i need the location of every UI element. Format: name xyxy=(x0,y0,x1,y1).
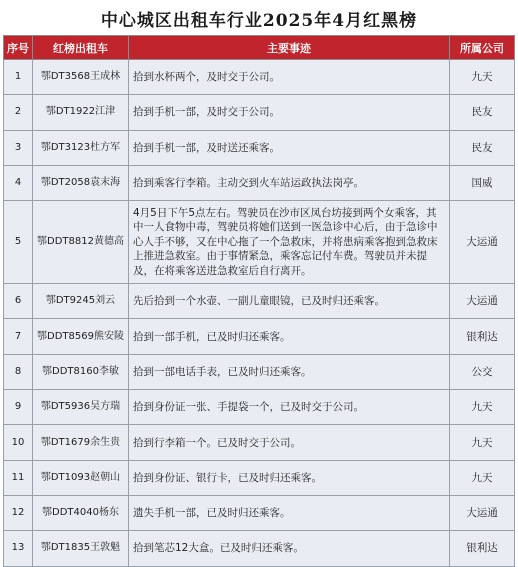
row-no: 11 xyxy=(4,460,33,495)
row-driver: 鄂DDT4040杨东 xyxy=(33,495,129,530)
row-event: 拾到手机一部，及时送还乘客。 xyxy=(129,130,450,165)
red-list-table xyxy=(3,35,515,567)
table-row xyxy=(4,130,515,165)
table-row xyxy=(4,354,515,389)
row-event: 拾到身份证一张、手提袋一个，已及时交于公司。 xyxy=(129,390,450,425)
header-no: 序号 xyxy=(4,36,33,60)
table-row xyxy=(4,531,515,566)
row-no: 7 xyxy=(4,319,33,354)
row-event: 4月5日下午5点左右。驾驶员在沙市区凤台坊接到两个女乘客，其中一人食物中毒，驾驶员将她们送到一医急诊中心后，由于急诊中心人手不够，又在中心拖了一个急救床，并将患病乘客抱到急救床上推进急救室。由于事情紧急，乘客忘记付车费。驾驶员并未提及，在将乘客送进急救室后自行离开。 xyxy=(129,201,450,284)
row-driver: 鄂DT3123杜方军 xyxy=(33,130,129,165)
row-no: 5 xyxy=(4,201,33,284)
table-row xyxy=(4,95,515,130)
header-event: 主要事迹 xyxy=(129,36,450,60)
row-company: 民友 xyxy=(450,130,515,165)
header-driver: 红榜出租车 xyxy=(33,36,129,60)
table-row xyxy=(4,201,515,284)
row-event: 拾到水杯两个，及时交于公司。 xyxy=(129,60,450,95)
row-no: 6 xyxy=(4,284,33,319)
row-driver: 鄂DT1835王敦魁 xyxy=(33,531,129,566)
row-company: 九天 xyxy=(450,60,515,95)
row-driver: 鄂DT9245刘云 xyxy=(33,284,129,319)
row-no: 4 xyxy=(4,165,33,200)
table-row xyxy=(4,390,515,425)
table-row xyxy=(4,319,515,354)
table-row xyxy=(4,495,515,530)
row-driver: 鄂DDT8569熊安陵 xyxy=(33,319,129,354)
page-title: 中心城区出租车行业2025年4月红黑榜 xyxy=(100,11,418,31)
row-company: 民友 xyxy=(450,95,515,130)
row-company: 九天 xyxy=(450,460,515,495)
row-company: 大运通 xyxy=(450,201,515,284)
row-event: 遗失手机一部，已及时归还乘客。 xyxy=(129,495,450,530)
row-event: 先后拾到一个水壶、一副儿童眼镜，已及时归还乘客。 xyxy=(129,284,450,319)
row-company: 银利达 xyxy=(450,531,515,566)
row-driver: 鄂DDT8160李敏 xyxy=(33,354,129,389)
row-driver: 鄂DT1922江津 xyxy=(33,95,129,130)
row-event: 拾到乘客行李箱。主动交到火车站运政执法岗亭。 xyxy=(129,165,450,200)
row-driver: 鄂DT2058袁末海 xyxy=(33,165,129,200)
row-company: 大运通 xyxy=(450,495,515,530)
row-no: 1 xyxy=(4,60,33,95)
row-no: 2 xyxy=(4,95,33,130)
row-event: 拾到笔芯12大盒。已及时归还乘客。 xyxy=(129,531,450,566)
table-row xyxy=(4,425,515,460)
row-driver: 鄂DT5936吴方瑞 xyxy=(33,390,129,425)
row-company: 公交 xyxy=(450,354,515,389)
table-header-row xyxy=(4,36,515,60)
row-company: 九天 xyxy=(450,390,515,425)
row-no: 10 xyxy=(4,425,33,460)
table-row xyxy=(4,460,515,495)
row-event: 拾到一部电话手表，已及时归还乘客。 xyxy=(129,354,450,389)
row-no: 13 xyxy=(4,531,33,566)
row-company: 银利达 xyxy=(450,319,515,354)
row-event: 拾到一部手机，已及时归还乘客。 xyxy=(129,319,450,354)
row-no: 12 xyxy=(4,495,33,530)
row-company: 国威 xyxy=(450,165,515,200)
row-driver: 鄂DT3568王成林 xyxy=(33,60,129,95)
row-driver: 鄂DT1679余生贵 xyxy=(33,425,129,460)
table-row xyxy=(4,284,515,319)
row-company: 大运通 xyxy=(450,284,515,319)
row-event: 拾到身份证、银行卡，已及时归还乘客。 xyxy=(129,460,450,495)
row-driver: 鄂DT1093赵朝山 xyxy=(33,460,129,495)
table-row xyxy=(4,60,515,95)
table-row xyxy=(4,165,515,200)
header-company: 所属公司 xyxy=(450,36,515,60)
row-company: 九天 xyxy=(450,425,515,460)
row-driver: 鄂DDT8812黄德高 xyxy=(33,201,129,284)
row-event: 拾到行李箱一个。已及时交于公司。 xyxy=(129,425,450,460)
row-no: 8 xyxy=(4,354,33,389)
row-no: 9 xyxy=(4,390,33,425)
row-event: 拾到手机一部，及时交于公司。 xyxy=(129,95,450,130)
row-no: 3 xyxy=(4,130,33,165)
